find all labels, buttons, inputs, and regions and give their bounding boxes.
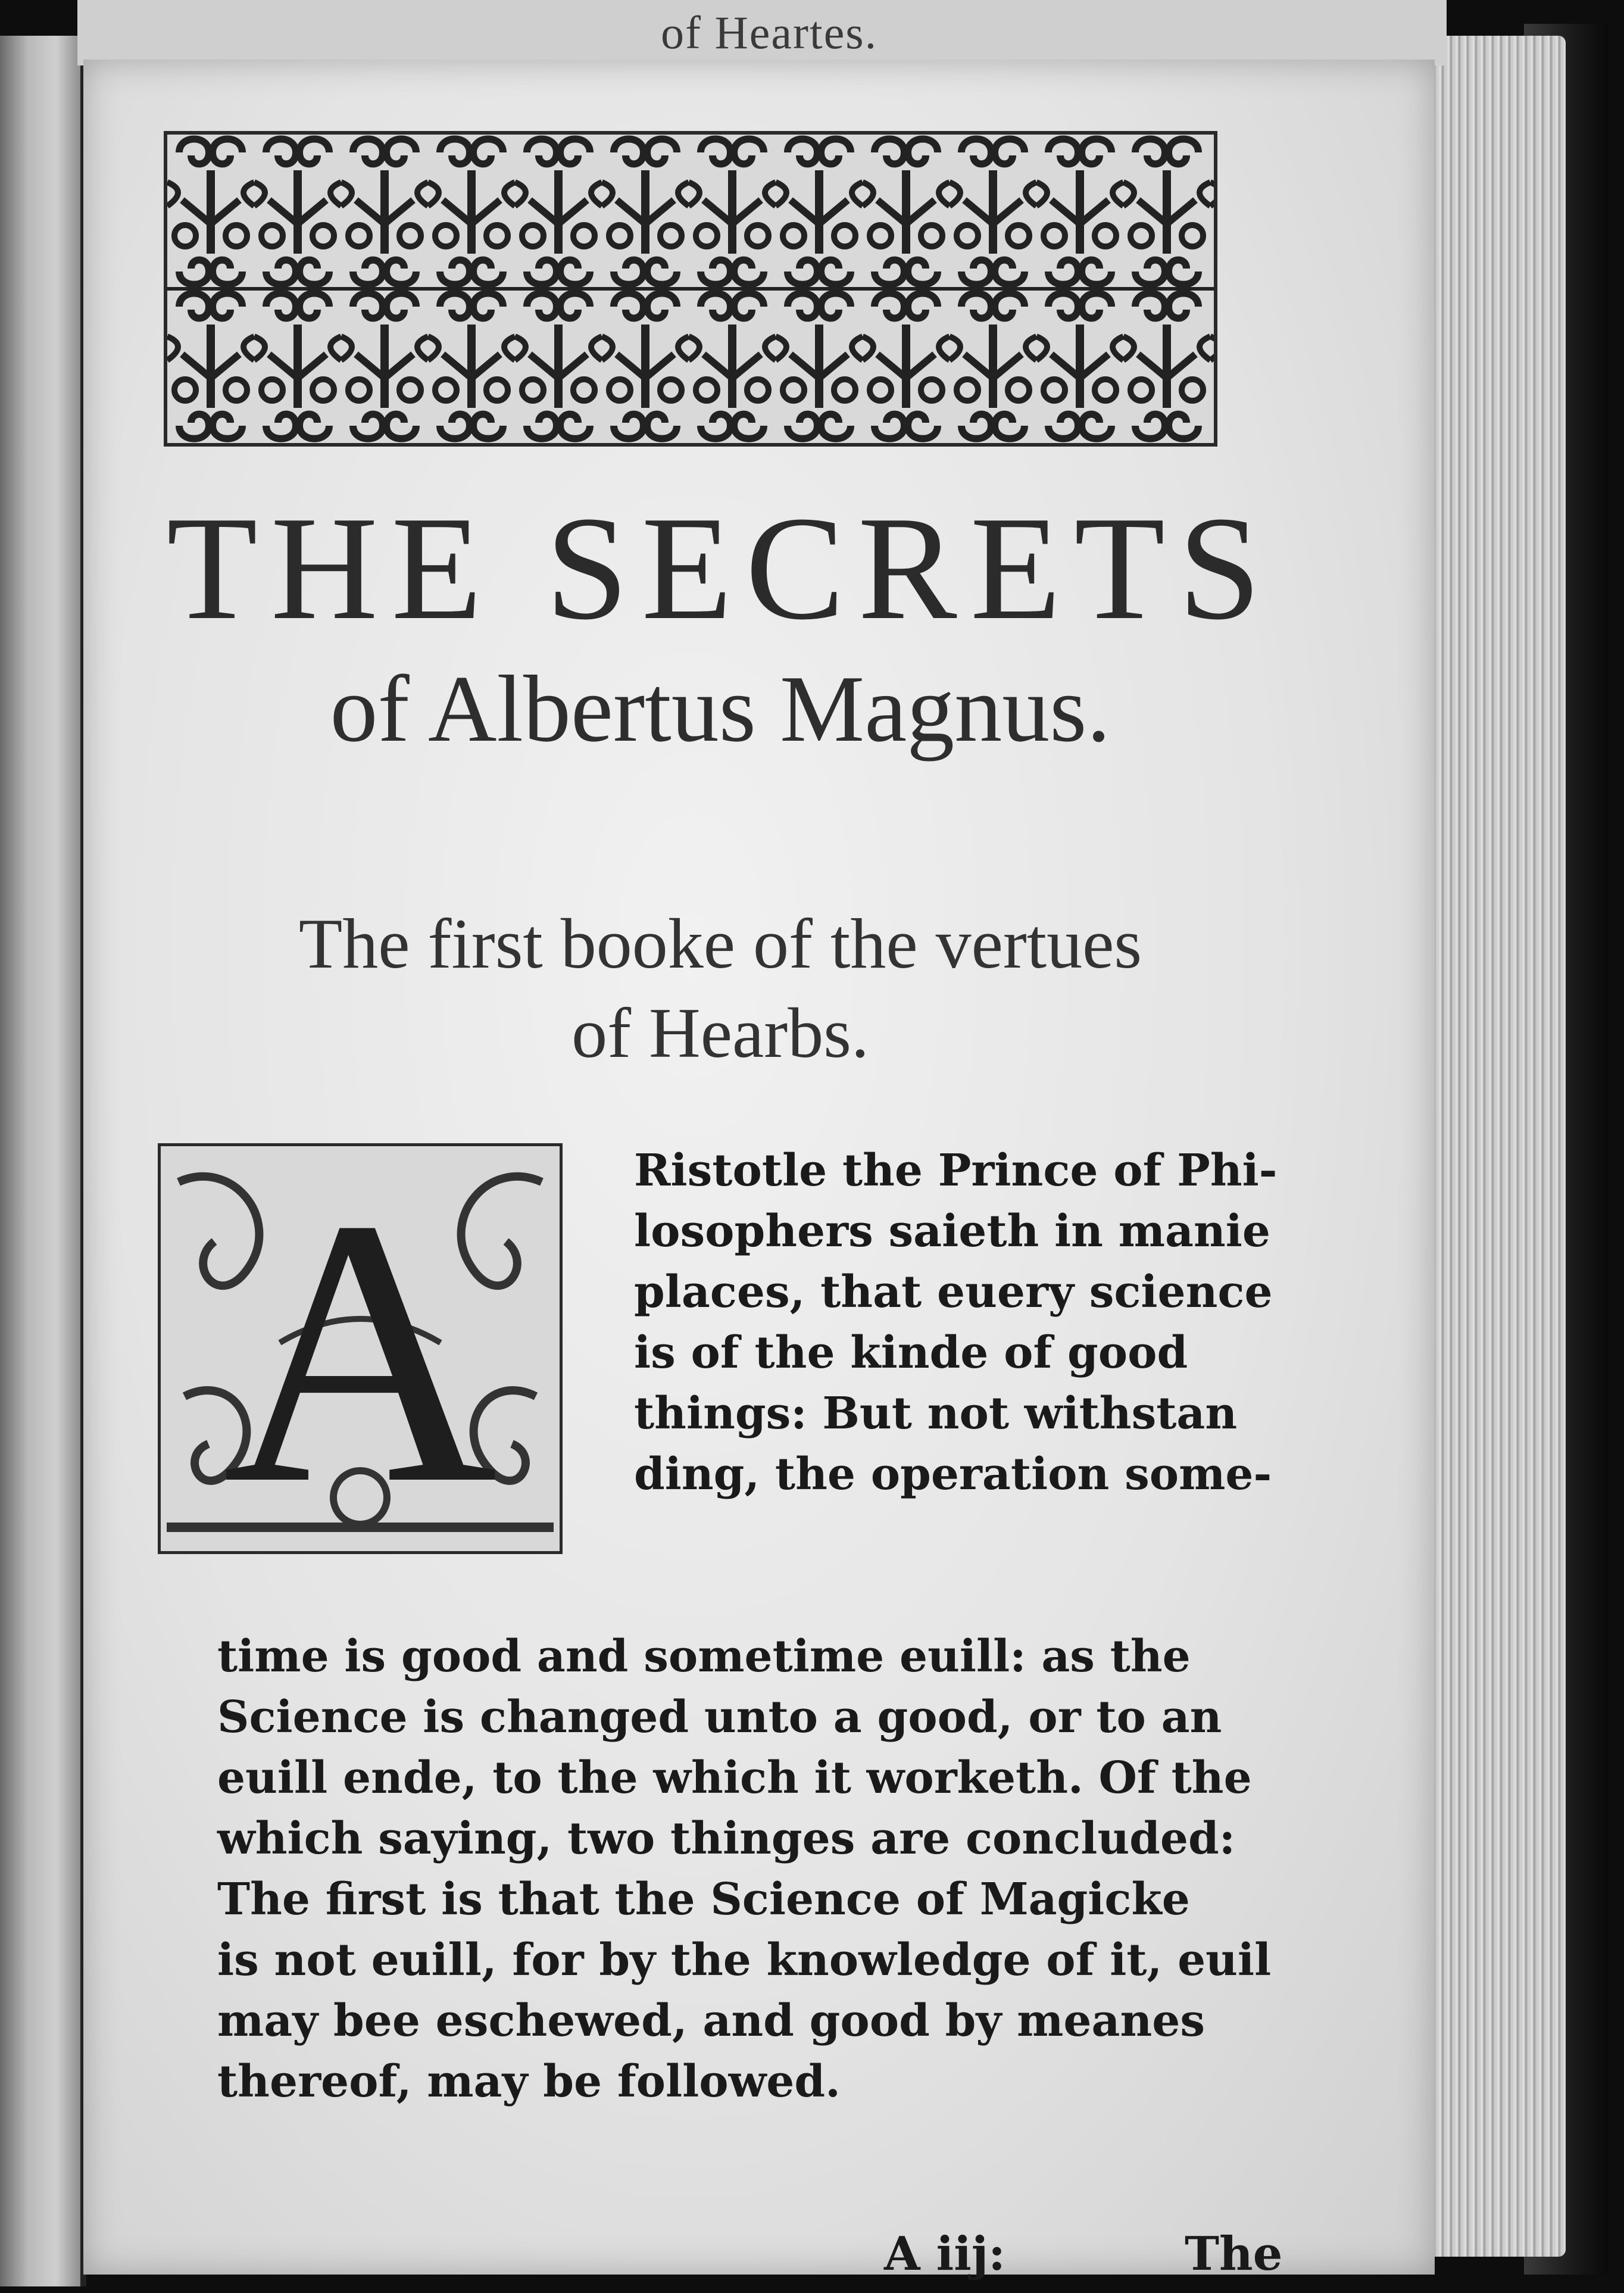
facing-page-edge [0,36,86,2286]
decorated-initial [158,1143,563,1554]
text-line: euill ende, to the which it worketh. Of the [217,1752,1252,1804]
text-line: losophers saieth in manie [634,1206,1270,1257]
text-line: time is good and sometime euill: as the [217,1631,1191,1682]
running-head: of Heartes. [661,7,878,58]
heading-line: of Hearbs. [571,993,869,1072]
scrollwork-ornament-icon [167,135,1214,443]
text-line: which saying, two thinges are concluded: [217,1813,1236,1864]
text-line: things: But not withstan [634,1388,1238,1439]
text-line: Ristotle the Prince of Phi- [634,1145,1278,1196]
section-heading [155,899,1286,1078]
text-line: Science is changed unto a good, or to an [217,1692,1222,1743]
text-line: ding, the operation some- [634,1449,1272,1500]
text-line: is not euill, for by the knowledge of it, euil [217,1935,1272,1986]
page-subtitle: of Albertus Magnus. [330,656,1111,762]
page-title: THE SECRETS [166,486,1275,651]
text-line: is of the kinde of good [634,1327,1188,1378]
previous-page-strip [77,0,1447,65]
catchword: The [1185,2227,1283,2281]
body-paragraph-full [217,1626,1271,2112]
book-page [83,60,1435,2281]
signature-mark: A iij: [884,2227,1005,2281]
text-line: may bee eschewed, and good by meanes [217,1995,1205,2046]
text-line: thereof, may be followed. [217,2056,841,2107]
ornamental-headpiece [164,131,1217,447]
body-paragraph-indented [634,1140,1277,1505]
text-line: places, that euery science [634,1266,1273,1318]
initial-letter: A [222,1143,498,1554]
text-line: The first is that the Science of Magicke [217,1874,1190,1925]
heading-line: The first booke of the vertues [298,904,1142,983]
